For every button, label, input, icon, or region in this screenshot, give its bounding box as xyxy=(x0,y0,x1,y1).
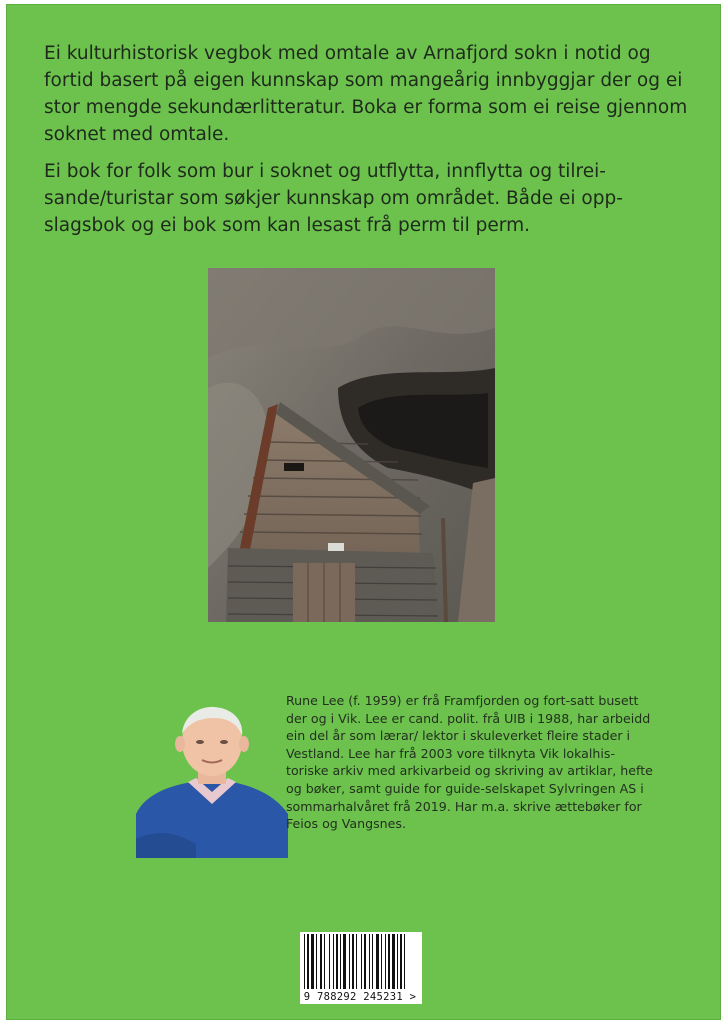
isbn-barcode xyxy=(300,932,422,1004)
author-photo xyxy=(136,704,288,858)
book-back-cover xyxy=(6,4,721,1020)
isbn-number: 9 788292 245231 > xyxy=(303,991,417,1003)
cover-blurb xyxy=(44,40,694,249)
stone-hut-photo xyxy=(208,268,495,622)
blurb-paragraph-1: Ei kulturhistorisk vegbok med omtale av Arnafjord sokn i notid og fortid basert på eigen kunnskap som mangeårig innbyggjar der og ei stor mengde sekundærlitteratur. Boka er forma som ei reise gjennom soknet med omtale. xyxy=(44,43,688,145)
barcode-bars xyxy=(304,934,418,989)
author-bio: Rune Lee (f. 1959) er frå Framfjorden og fort-satt busett der og i Vik. Lee er cand. polit. frå UIB i 1988, har arbeidd ein del år som lærar/ lektor i skuleverket fleire stader i Vestland. Lee har frå 2003 vore tilknyta Vik lokalhis-toriske arkiv med arkivarbeid og skriving av artiklar, hefte og bøker, samt guide for guide-selskapet Sylvringen AS i sommarhalvåret frå 2019. Har m.a. skrive ættebøker for Feios og Vangsnes. xyxy=(286,693,653,832)
blurb-paragraph-2: Ei bok for folk som bur i soknet og utflytta, innflytta og tilrei-sande/turistar som søkjer kunnskap om området. Både ei opp-slagsbok og ei bok som kan lesast frå perm til perm. xyxy=(44,161,623,236)
